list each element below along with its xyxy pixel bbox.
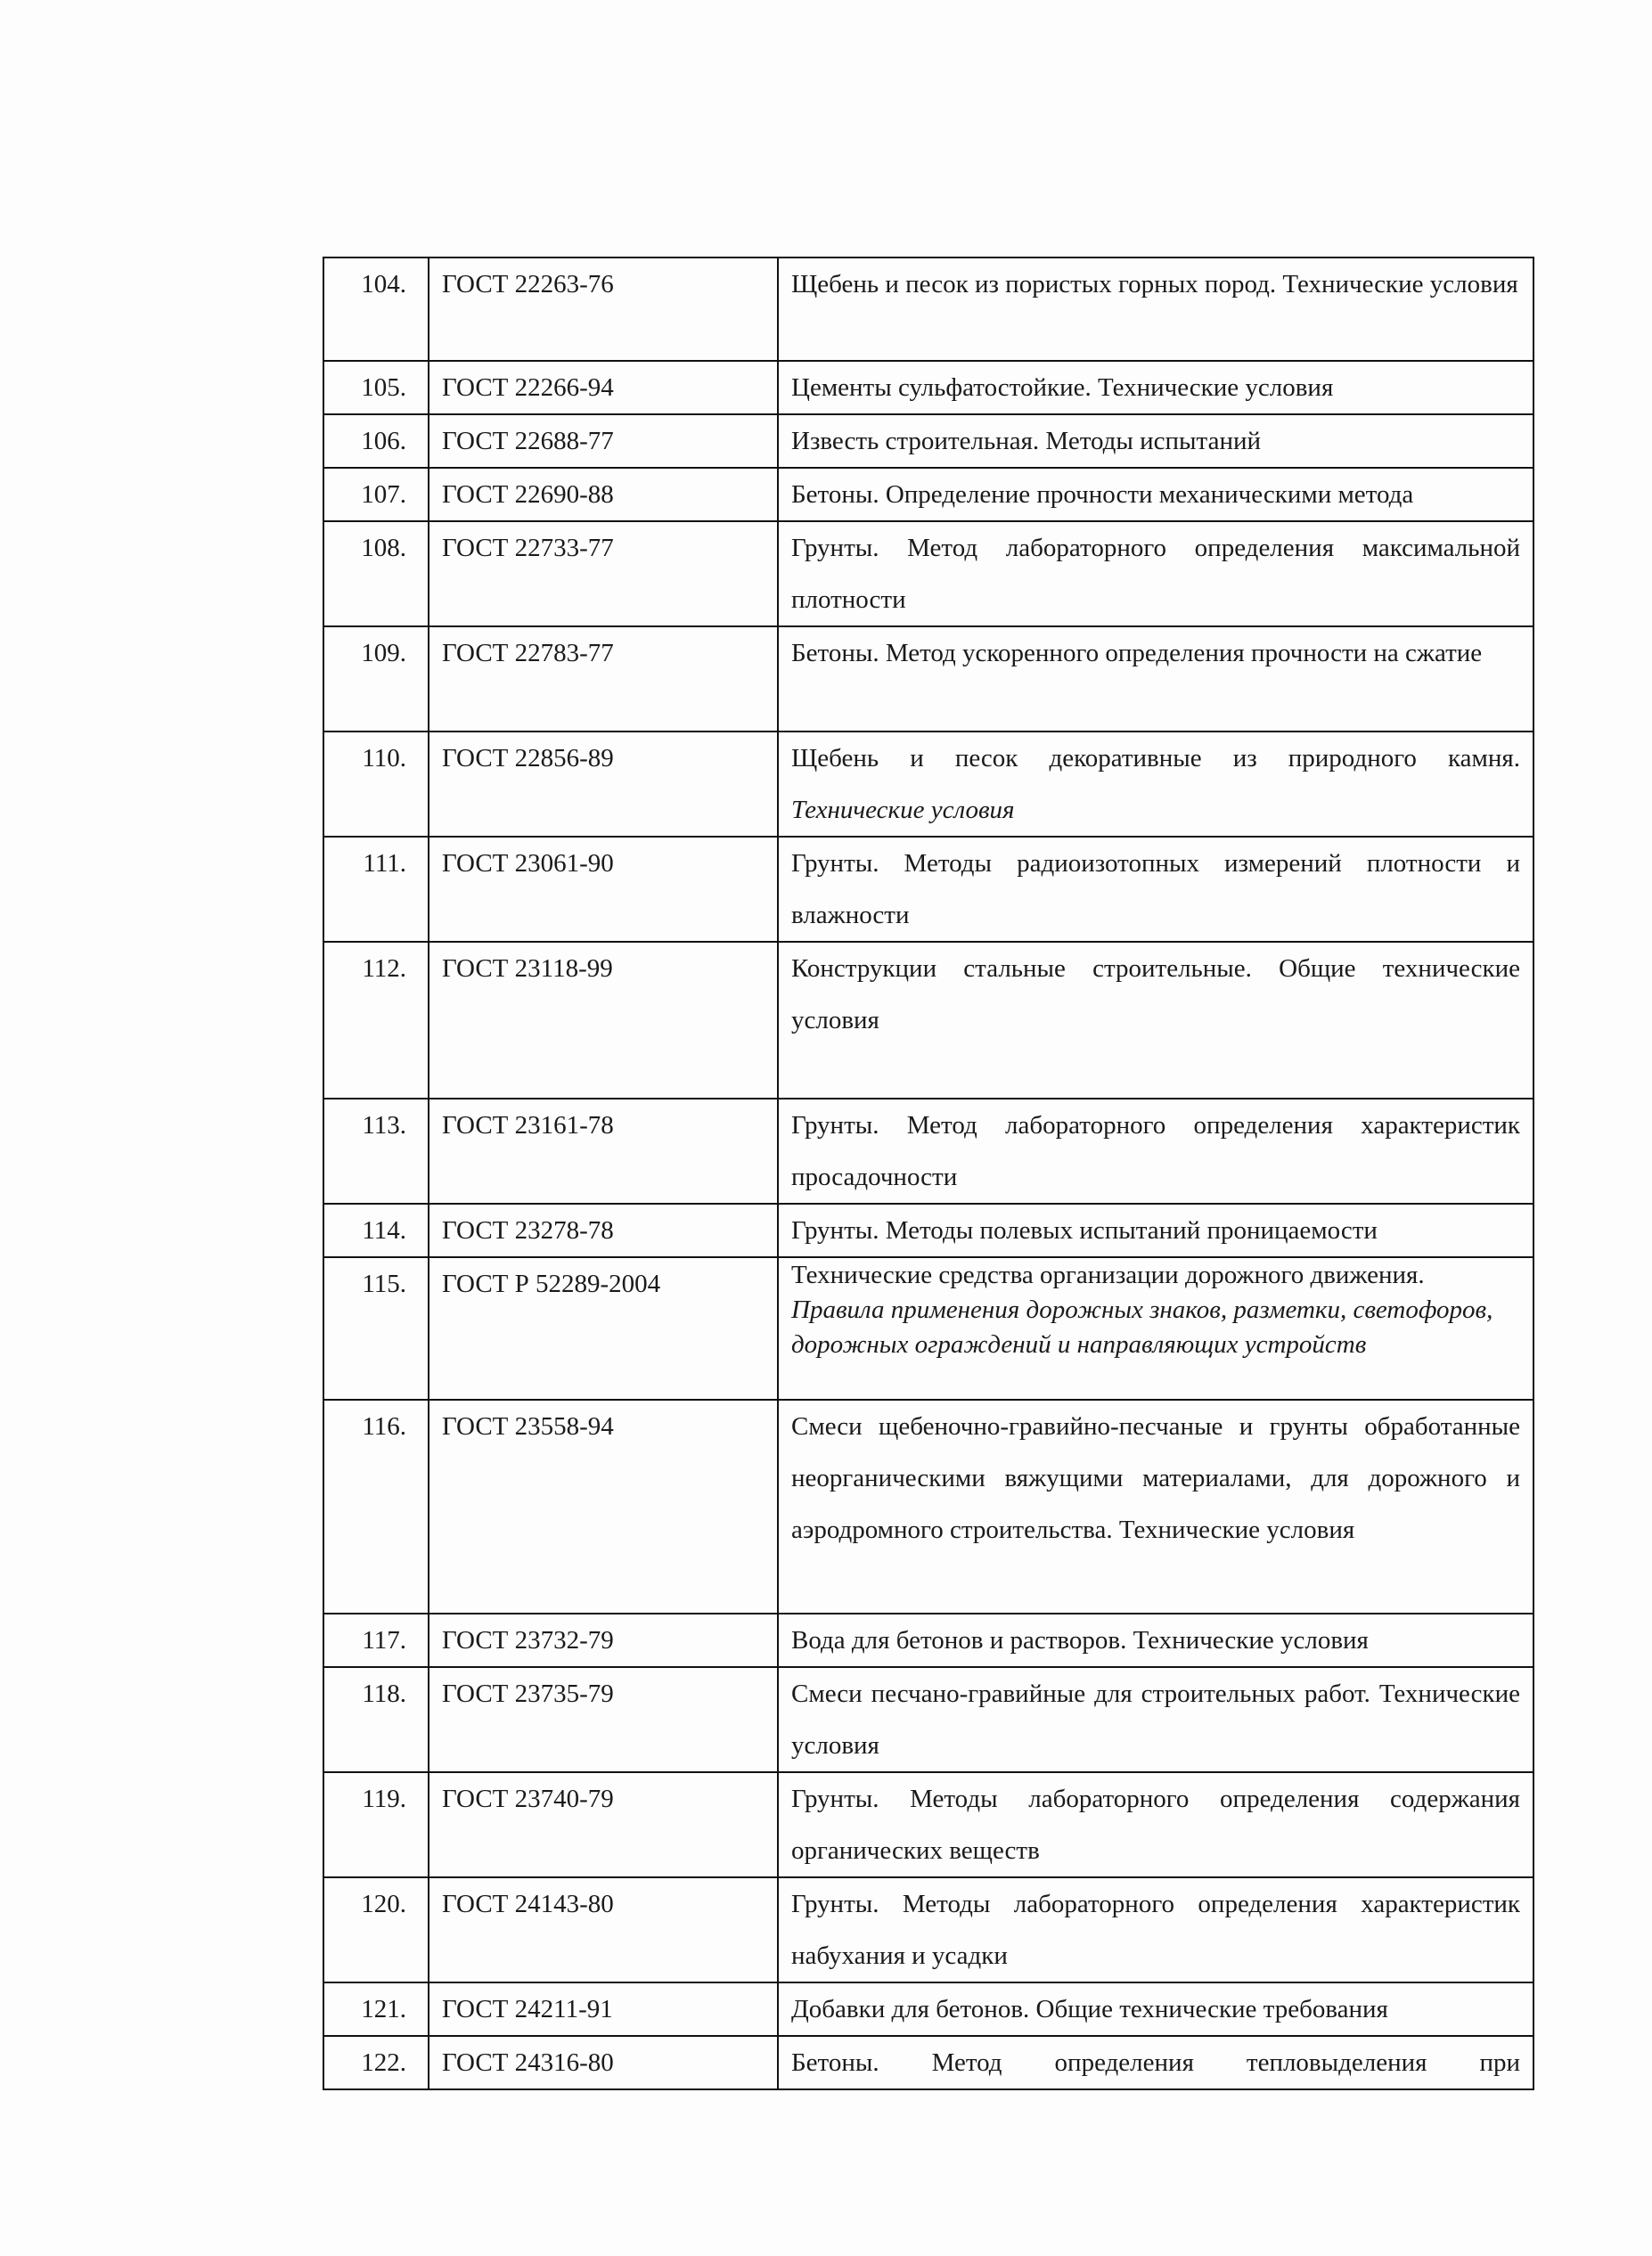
standard-title: Грунты. Метод лабораторного определения характеристик просадочности <box>778 1099 1533 1204</box>
standard-title: Грунты. Методы лабораторного определения характеристик набухания и усадки <box>778 1877 1533 1982</box>
table-row <box>323 1099 1533 1204</box>
standard-code: ГОСТ 23278-78 <box>429 1204 778 1257</box>
standard-title: Бетоны. Метод определения тепловыделения при <box>778 2036 1533 2089</box>
row-number: 118. <box>323 1667 429 1772</box>
standard-code: ГОСТ 22266-94 <box>429 361 778 414</box>
standard-title: Грунты. Метод лабораторного определения максимальной плотности <box>778 521 1533 626</box>
row-number: 110. <box>323 732 429 837</box>
standard-title: Смеси песчано-гравийные для строительных работ. Технические условия <box>778 1667 1533 1772</box>
row-number: 122. <box>323 2036 429 2089</box>
table-row <box>323 1257 1533 1400</box>
table-row <box>323 361 1533 414</box>
standard-title-part-1: Технические средства организации дорожного движения. <box>791 1261 1425 1289</box>
row-number: 111. <box>323 837 429 942</box>
row-number: 120. <box>323 1877 429 1982</box>
standard-code: ГОСТ 24316-80 <box>429 2036 778 2089</box>
table-row <box>323 414 1533 468</box>
standard-title-line-1: Щебень и песок декоративные из природного камня. <box>791 744 1520 772</box>
standard-title: Грунты. Методы радиоизотопных измерений плотности и влажности <box>778 837 1533 942</box>
row-number: 112. <box>323 942 429 1099</box>
row-number: 104. <box>323 257 429 361</box>
standard-code: ГОСТ 24143-80 <box>429 1877 778 1982</box>
standard-title: Вода для бетонов и растворов. Технические условия <box>778 1614 1533 1667</box>
standard-code: ГОСТ 22733-77 <box>429 521 778 626</box>
gost-standards-table <box>323 257 1534 2090</box>
standard-title: Бетоны. Метод ускоренного определения прочности на сжатие <box>778 626 1533 732</box>
standard-code: ГОСТ Р 52289-2004 <box>429 1257 778 1400</box>
table-row <box>323 837 1533 942</box>
row-number: 108. <box>323 521 429 626</box>
standard-title: Цементы сульфатостойкие. Технические условия <box>778 361 1533 414</box>
standard-code: ГОСТ 22690-88 <box>429 468 778 521</box>
standard-title <box>778 1257 1533 1400</box>
standard-title: Смеси щебеночно-гравийно-песчаные и грунты обработанные неорганическими вяжущими материалами, для дорожного и аэродромного строительства. Технические условия <box>778 1400 1533 1614</box>
table-row <box>323 1400 1533 1614</box>
row-number: 109. <box>323 626 429 732</box>
standard-code: ГОСТ 23735-79 <box>429 1667 778 1772</box>
table-row <box>323 257 1533 361</box>
table-row <box>323 1877 1533 1982</box>
table-row <box>323 1614 1533 1667</box>
table-row <box>323 468 1533 521</box>
standard-title: Грунты. Методы лабораторного определения содержания органических веществ <box>778 1772 1533 1877</box>
standard-code: ГОСТ 23161-78 <box>429 1099 778 1204</box>
row-number: 113. <box>323 1099 429 1204</box>
table-row <box>323 626 1533 732</box>
standard-code: ГОСТ 24211-91 <box>429 1982 778 2036</box>
standard-code: ГОСТ 23118-99 <box>429 942 778 1099</box>
standard-title: Щебень и песок из пористых горных пород. Технические условия <box>778 257 1533 361</box>
table-row <box>323 1982 1533 2036</box>
row-number: 114. <box>323 1204 429 1257</box>
standard-title: Конструкции стальные строительные. Общие технические условия <box>778 942 1533 1099</box>
row-number: 119. <box>323 1772 429 1877</box>
row-number: 121. <box>323 1982 429 2036</box>
standard-code: ГОСТ 22856-89 <box>429 732 778 837</box>
row-number: 115. <box>323 1257 429 1400</box>
table-row <box>323 2036 1533 2089</box>
standard-title-line-2: Технические условия <box>791 796 1015 824</box>
table-row <box>323 732 1533 837</box>
table-row <box>323 1667 1533 1772</box>
row-number: 117. <box>323 1614 429 1667</box>
standard-code: ГОСТ 22263-76 <box>429 257 778 361</box>
table-row <box>323 942 1533 1099</box>
standard-code: ГОСТ 23558-94 <box>429 1400 778 1614</box>
standard-title-part-2: Правила применения дорожных знаков, разметки, светофоров, дорожных ограждений и направляющих устройств <box>791 1296 1493 1359</box>
standard-title: Известь строительная. Методы испытаний <box>778 414 1533 468</box>
row-number: 106. <box>323 414 429 468</box>
standard-title: Бетоны. Определение прочности механическими метода <box>778 468 1533 521</box>
standard-code: ГОСТ 23061-90 <box>429 837 778 942</box>
standard-title: Грунты. Методы полевых испытаний проницаемости <box>778 1204 1533 1257</box>
standard-code: ГОСТ 22688-77 <box>429 414 778 468</box>
table-row <box>323 521 1533 626</box>
standard-code: ГОСТ 22783-77 <box>429 626 778 732</box>
standard-code: ГОСТ 23732-79 <box>429 1614 778 1667</box>
table-row <box>323 1772 1533 1877</box>
row-number: 105. <box>323 361 429 414</box>
standard-title: Добавки для бетонов. Общие технические требования <box>778 1982 1533 2036</box>
table-row <box>323 1204 1533 1257</box>
standard-title <box>778 732 1533 837</box>
standard-code: ГОСТ 23740-79 <box>429 1772 778 1877</box>
row-number: 107. <box>323 468 429 521</box>
row-number: 116. <box>323 1400 429 1614</box>
